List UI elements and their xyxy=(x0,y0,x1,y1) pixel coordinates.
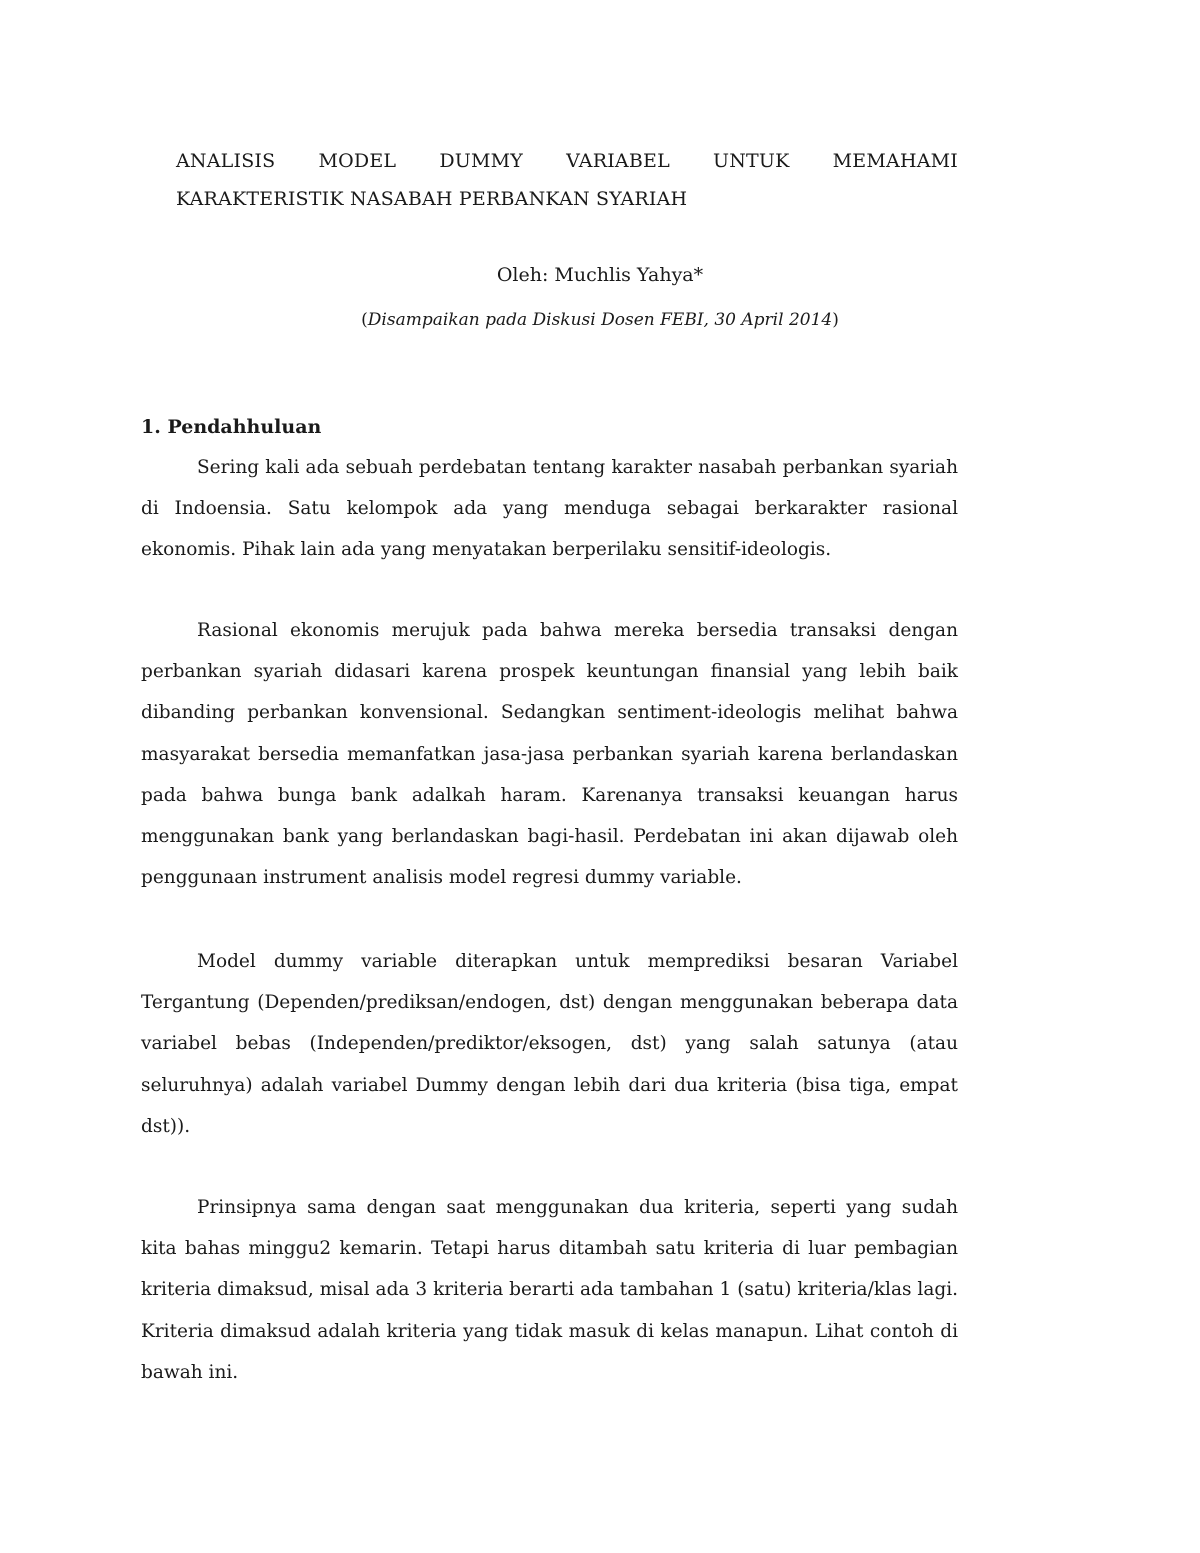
presentation-text: Disampaikan pada Diskusi Dosen FEBI, 30 April 2014 xyxy=(367,310,833,330)
presentation-note xyxy=(0,303,1200,337)
paragraph: Prinsipnya sama dengan saat menggunakan dua kriteria, seperti yang sudah kita bahas minggu2 kemarin. Tetapi harus ditambah satu kriteria di luar pembagian kriteria dimaksud, misal ada 3 kriteria berarti ada tambahan 1 (satu) kriteria/klas lagi. Kriteria dimaksud adalah kriteria yang tidak masuk di kelas manapun. Lihat contoh di bawah ini. xyxy=(141,1197,958,1383)
document-title xyxy=(176,142,958,218)
presentation-open-paren: ( xyxy=(361,310,368,330)
title-line-2: KARAKTERISTIK NASABAH PERBANKAN SYARIAH xyxy=(176,188,688,210)
paragraph: Sering kali ada sebuah perdebatan tentang karakter nasabah perbankan syariah di Indoensia. Satu kelompok ada yang menduga sebagai berkarakter rasional ekonomis. Pihak lain ada yang menyatakan berperilaku sensitif-ideologis. xyxy=(141,457,958,561)
author-line: Oleh: Muchlis Yahya* xyxy=(496,264,704,286)
paragraph: Rasional ekonomis merujuk pada bahwa mereka bersedia transaksi dengan perbankan syariah didasari karena prospek keuntungan finansial yang lebih baik dibanding perbankan konvensional. Sedangkan sentiment-ideologis melihat bahwa masyarakat bersedia memanfatkan jasa-jasa perbankan syariah karena berlandaskan pada bahwa bunga bank adalkah haram. Karenanya transaksi keuangan harus menggunakan bank yang berlandaskan bagi-hasil. Perdebatan ini akan dijawab oleh penggunaan instrument analisis model regresi dummy variable. xyxy=(141,620,958,889)
presentation-close-paren: ) xyxy=(832,310,839,330)
title-line-1: ANALISIS MODEL DUMMY VARIABEL UNTUK MEMAHAMI xyxy=(176,150,958,172)
section-heading: 1. Pendahhuluan xyxy=(141,416,322,438)
paragraph: Model dummy variable diterapkan untuk memprediksi besaran Variabel Tergantung (Dependen/prediksan/endogen, dst) dengan menggunakan beberapa data variabel bebas (Independen/prediktor/eksogen, dst) yang salah satunya (atau seluruhnya) adalah variabel Dummy dengan lebih dari dua kriteria (bisa tiga, empat dst)). xyxy=(141,951,958,1137)
